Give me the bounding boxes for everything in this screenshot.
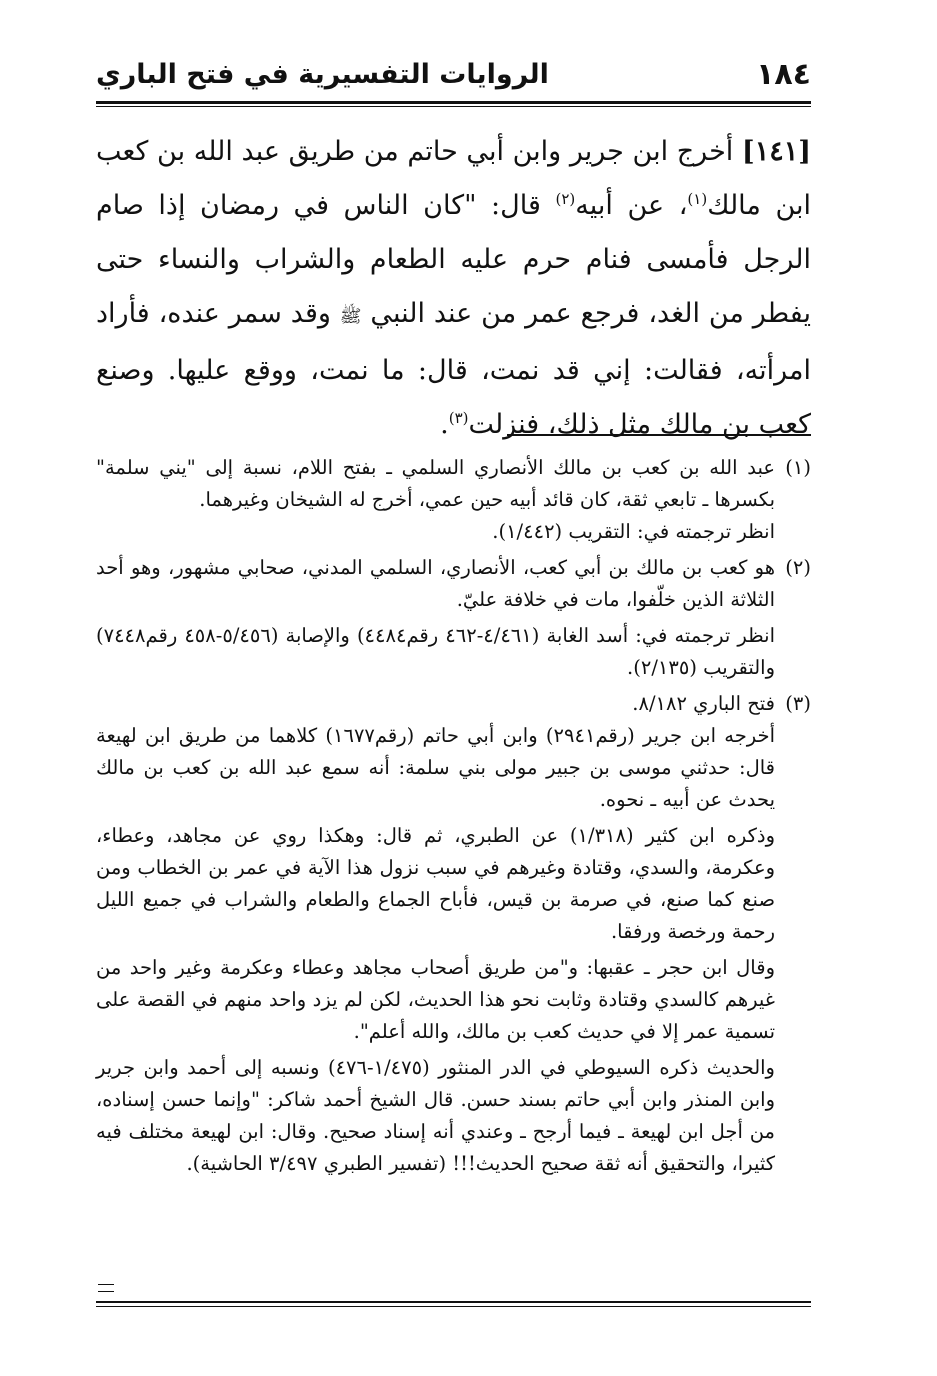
footnote-separator	[507, 434, 811, 436]
header-rule-thin	[96, 106, 811, 107]
footnote-ref-1[interactable]: (١)	[687, 190, 708, 208]
footnote-3	[96, 688, 811, 1180]
hadith-text	[96, 125, 811, 452]
bottom-rule-thin	[96, 1306, 811, 1307]
footnote-ref-3[interactable]: (٣)	[448, 409, 469, 427]
hadith-text-part-5: .	[440, 409, 449, 440]
page-number: ١٨٤	[756, 57, 811, 92]
hadith-text-part-1: أخرج ابن جرير وابن أبي حاتم من طريق عبد الله بن كعب ابن مالك	[96, 136, 812, 221]
footnote-paragraph: والحديث ذكره السيوطي في الدر المنثور (١/٤٧٥-٤٧٦) ونسبه إلى أحمد وابن جرير وابن المنذر وابن أبي حاتم بسند حسن. قال الشيخ أحمد شاكر: "وإنما حسن إسناده، من أجل ابن لهيعة ـ فيما أرجح ـ وعندي أنه إسناد صحيح. وقال: ابن لهيعة مختلف فيه كثيرا، والتحقيق أنه ثقة صحيح الحديث!!! (تفسير الطبري ٣/٤٩٧ الحاشية).	[96, 1056, 775, 1175]
footnote-number: (١)	[785, 456, 811, 479]
footnote-text: فتح الباري ٨/١٨٢.	[632, 692, 775, 715]
footnote-2	[96, 552, 811, 684]
bottom-rule	[96, 1301, 811, 1303]
footnote-paragraph: أخرجه ابن جرير (رقم٢٩٤١) وابن أبي حاتم (رقم١٦٧٧) كلاهما من طريق ابن لهيعة قال: حدثني موسى بن جبير مولى بني سلمة: أنه سمع عبد الله بن كعب بن مالك يحدث عن أبيه ـ نحوه.	[96, 724, 775, 811]
running-title: الروايات التفسيرية في فتح الباري	[96, 59, 549, 90]
footnote-number: (٢)	[785, 556, 811, 579]
footnote-ref-2[interactable]: (٢)	[555, 190, 576, 208]
continuation-mark	[98, 1284, 114, 1292]
salutation-glyph: ﷺ	[339, 306, 362, 327]
footnotes	[96, 452, 811, 1180]
hadith-text-part-2: ، عن أبيه	[575, 190, 688, 221]
page-header	[96, 58, 811, 100]
header-rule	[96, 101, 811, 104]
footnote-paragraph: وذكره ابن كثير (١/٣١٨) عن الطبري، ثم قال: وهكذا روي عن مجاهد، وعطاء، وعكرمة، والسدي، وقتادة وغيرهم في سبب نزول هذا الآية في عمر بن الخطاب ومن صنع كما صنع، في صرمة بن قيس، فأباح الجماع والطعام والشراب في جميع الليل رحمة ورخصة ورفقا.	[96, 824, 775, 943]
footnote-number: (٣)	[785, 692, 811, 715]
hadith-number: [١٤١]	[741, 136, 811, 167]
footnote-text: هو كعب بن مالك بن أبي كعب، الأنصاري، السلمي المدني، صحابي مشهور، وهو أحد الثلاثة الذين خلّفوا، مات في خلافة عليّ.	[96, 556, 775, 611]
footnote-paragraph: وقال ابن حجر ـ عقبها: و"من طريق أصحاب مجاهد وعطاء وعكرمة وغير واحد من غيرهم كالسدي وقتادة وثابت نحو هذا الحديث، لكن لم يزد واحد منهم في القصة على تسمية عمر إلا في حديث كعب بن مالك، والله أعلم".	[96, 956, 775, 1043]
hadith-text-part-3: قال: "كان الناس في رمضان إذا صام الرجل فأمسى فنام حرم عليه الطعام والشراب والنساء حتى يفطر من الغد، فرجع عمر من عند النبي	[96, 190, 811, 329]
footnote-text: عبد الله بن كعب بن مالك الأنصاري السلمي ـ بفتح اللام، نسبة إلى "يني سلمة" بكسرها ـ تابعي ثقة، كان قائد أبيه حين عمي، أخرج له الشيخان وغيرهما.	[96, 456, 775, 511]
footnote-reference: انظر ترجمته في: أسد الغابة (٤/٤٦١-٤٦٢ رقم٤٤٨٤) والإصابة (٥/٤٥٦-٤٥٨ رقم٧٤٤٨) والتقريب (٢/١٣٥).	[96, 624, 775, 679]
footnote-reference: انظر ترجمته في: التقريب (١/٤٤٢).	[492, 520, 775, 543]
footnote-1	[96, 452, 811, 548]
hadith-text-part-4: وقد سمر عنده، فأراد امرأته، فقالت: إني قد نمت، قال: ما نمت، ووقع عليها. وصنع كعب بن مالك مثل ذلك، فنزلت	[96, 298, 811, 440]
